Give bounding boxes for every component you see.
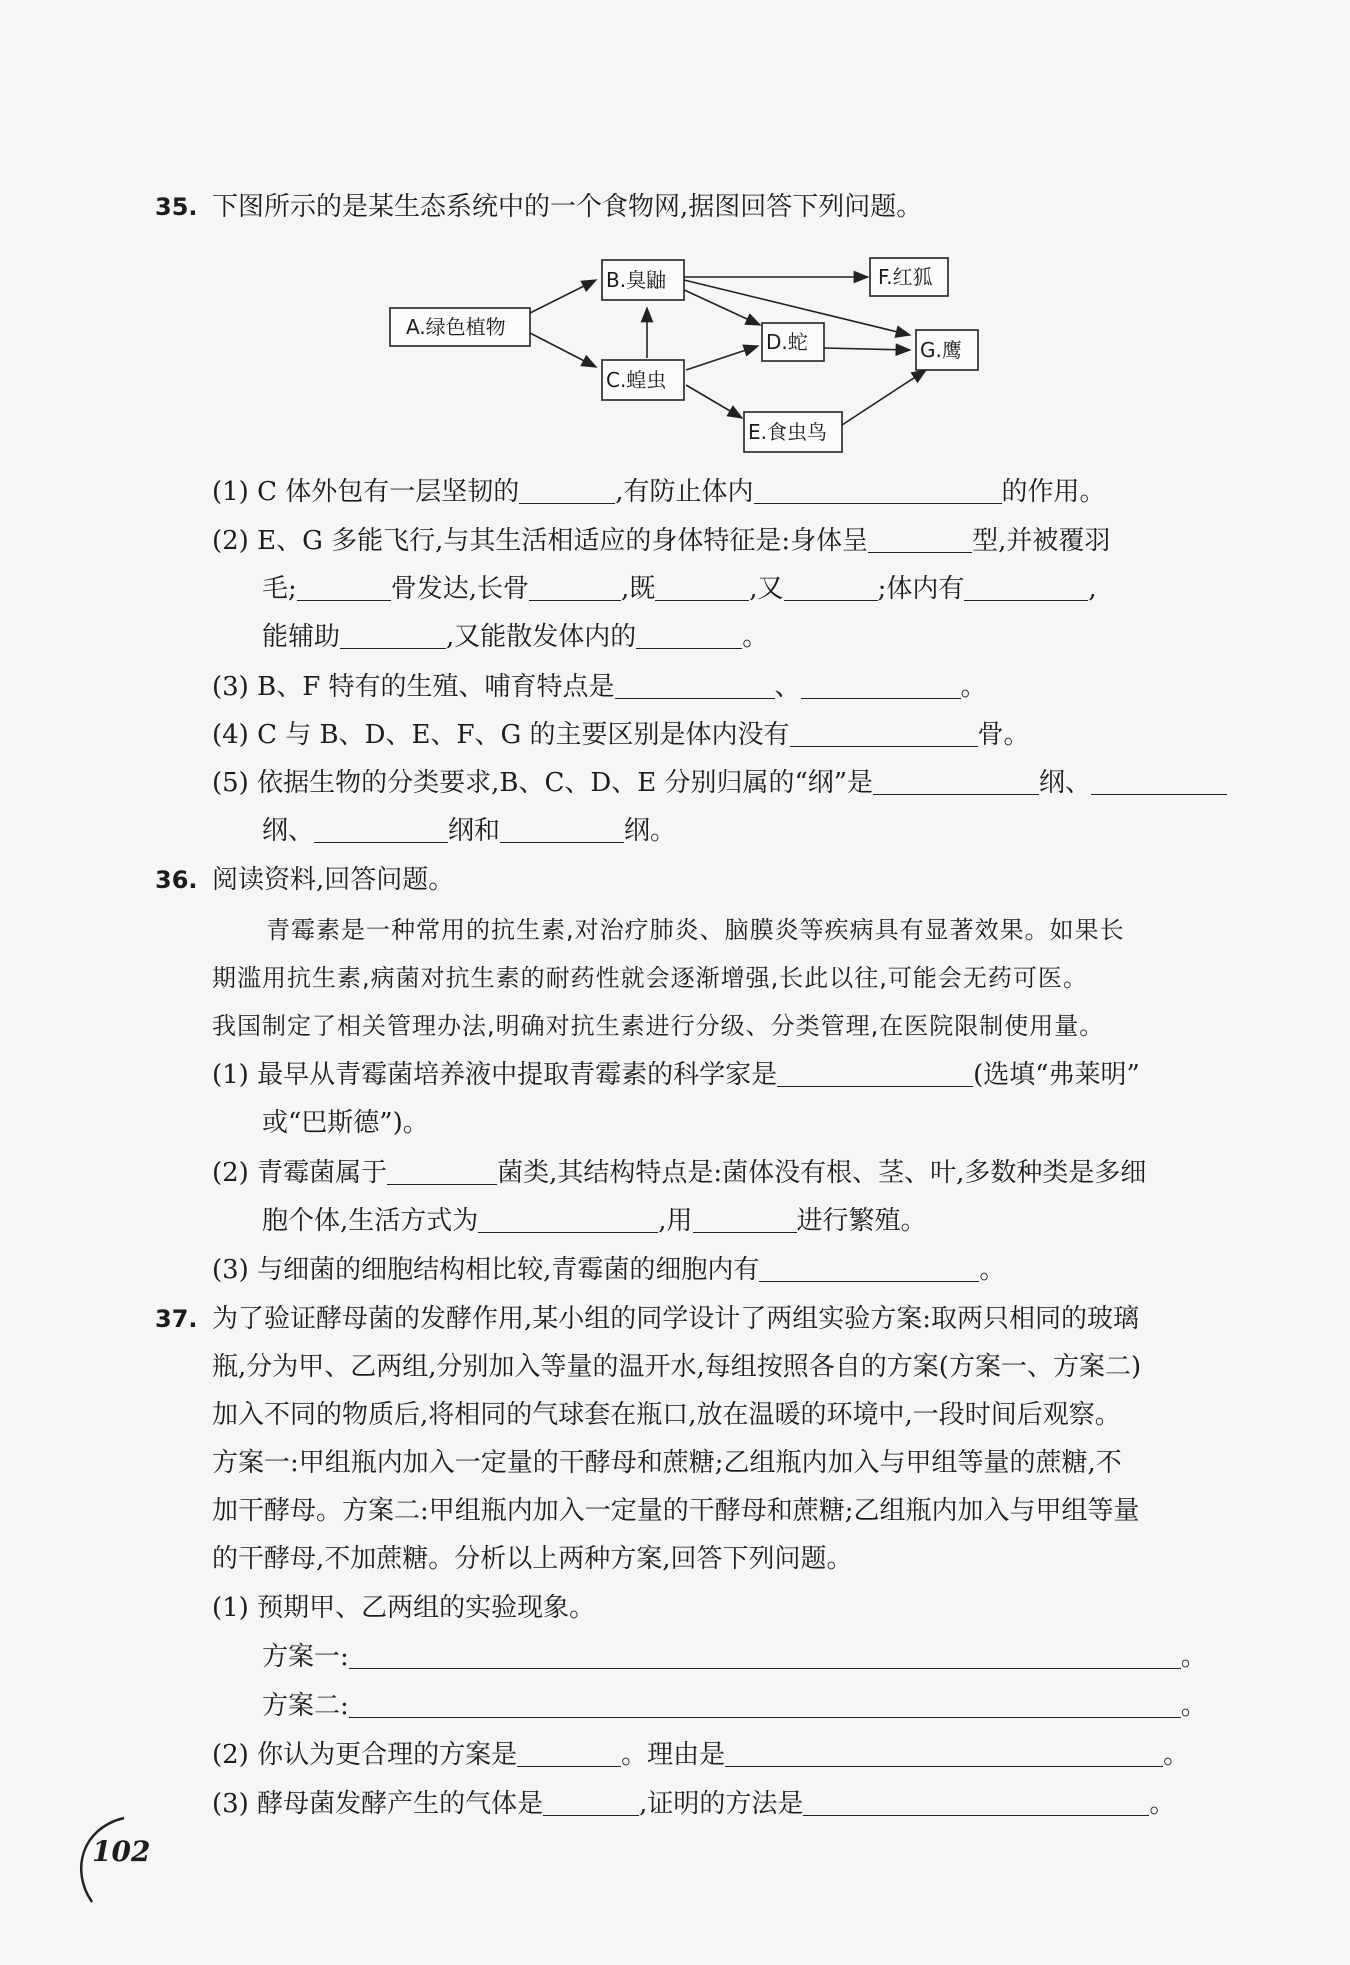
answer-blank[interactable] — [759, 1255, 979, 1282]
node-a-label: A.绿色植物 — [406, 315, 506, 339]
arrow-e-to-g — [842, 370, 926, 425]
question-37-stem-line: 方案一:甲组瓶内加入一定量的干酵母和蔗糖;乙组瓶内加入与甲组等量的蔗糖,不 — [212, 1448, 1122, 1478]
answer-blank[interactable] — [873, 768, 1039, 795]
question-37-number: 37. — [155, 1305, 198, 1333]
q35-part2-line1: (2) E、G 多能飞行,与其生活相适应的身体特征是:身体呈 型,并被覆羽 — [212, 526, 1111, 556]
question-36-stem: 阅读资料,回答问题。 — [212, 865, 455, 895]
answer-blank[interactable] — [790, 720, 978, 747]
answer-blank[interactable] — [754, 477, 1002, 504]
arrow-d-to-g — [824, 348, 910, 350]
answer-blank[interactable] — [478, 1206, 658, 1233]
q35-part5-line2: 纲、 纲和 纲。 — [262, 816, 677, 846]
answer-blank[interactable] — [725, 1740, 1163, 1767]
answer-blank[interactable] — [297, 574, 391, 601]
answer-blank[interactable] — [349, 1691, 1181, 1718]
q37-plan1: 方案一: 。 — [262, 1642, 1207, 1672]
node-c-label: C.蝗虫 — [606, 368, 667, 392]
question-37-stem-line: 加入不同的物质后,将相同的气球套在瓶口,放在温暖的环境中,一段时间后观察。 — [212, 1400, 1121, 1430]
q36-part1-line2: 或“巴斯德”)。 — [262, 1108, 429, 1138]
food-web-diagram — [380, 250, 1020, 465]
question-36-number: 36. — [155, 866, 198, 894]
answer-blank[interactable] — [803, 1789, 1149, 1816]
q37-part3: (3) 酵母菌发酵产生的气体是 ,证明的方法是 。 — [212, 1789, 1176, 1819]
q36-part2-line1: (2) 青霉菌属于 菌类,其结构特点是:菌体没有根、茎、叶,多数种类是多细 — [212, 1158, 1147, 1188]
q35-part5-line1: (5) 依据生物的分类要求,B、C、D、E 分别归属的“纲”是 纲、 — [212, 766, 1227, 800]
answer-blank[interactable] — [868, 526, 972, 553]
node-g-label: G.鹰 — [920, 338, 962, 362]
q35-part1: (1) C 体外包有一层坚韧的 ,有防止体内 的作用。 — [212, 477, 1106, 507]
q37-part1: (1) 预期甲、乙两组的实验现象。 — [212, 1593, 596, 1623]
answer-blank[interactable] — [387, 1158, 497, 1185]
question-37-stem-line: 的干酵母,不加蔗糖。分析以上两种方案,回答下列问题。 — [212, 1544, 853, 1574]
answer-blank[interactable] — [340, 622, 446, 649]
arrow-c-to-d — [686, 346, 758, 370]
arrow-b-to-d — [680, 288, 760, 325]
answer-blank[interactable] — [1091, 768, 1227, 795]
answer-blank[interactable] — [543, 1789, 639, 1816]
q36-part2-line2: 胞个体,生活方式为 ,用 进行繁殖。 — [262, 1206, 927, 1236]
q36-part3: (3) 与细菌的细胞结构相比较,青霉菌的细胞内有 。 — [212, 1255, 1006, 1285]
reading-passage-line: 青霉素是一种常用的抗生素,对治疗肺炎、脑膜炎等疾病具有显著效果。如果长 — [266, 916, 1125, 944]
answer-blank[interactable] — [519, 477, 615, 504]
answer-blank[interactable] — [777, 1060, 973, 1087]
arrow-c-to-e — [686, 385, 742, 418]
answer-blank[interactable] — [784, 574, 878, 601]
question-35-number: 35. — [155, 193, 198, 221]
answer-blank[interactable] — [615, 672, 775, 699]
node-f-label: F.红狐 — [878, 265, 933, 289]
answer-blank[interactable] — [314, 816, 448, 843]
answer-blank[interactable] — [349, 1642, 1181, 1669]
q35-part2-line2: 毛; 骨发达,长骨 ,既 ,又 ;体内有 , — [262, 574, 1097, 604]
question-35-stem: 下图所示的是某生态系统中的一个食物网,据图回答下列问题。 — [212, 192, 923, 222]
answer-blank[interactable] — [636, 622, 742, 649]
arrow-a-to-c — [530, 333, 596, 367]
answer-blank[interactable] — [529, 574, 621, 601]
answer-blank[interactable] — [801, 672, 961, 699]
answer-blank[interactable] — [693, 1206, 797, 1233]
q35-part2-line3: 能辅助 ,又能散发体内的 。 — [262, 622, 769, 652]
question-37-stem-line: 瓶,分为甲、乙两组,分别加入等量的温开水,每组按照各自的方案(方案一、方案二) — [212, 1352, 1142, 1382]
node-d-label: D.蛇 — [766, 330, 808, 354]
answer-blank[interactable] — [964, 574, 1088, 601]
answer-blank[interactable] — [655, 574, 749, 601]
reading-passage-line: 我国制定了相关管理办法,明确对抗生素进行分级、分类管理,在医院限制使用量。 — [212, 1012, 1105, 1040]
question-37-stem-line: 为了验证酵母菌的发酵作用,某小组的同学设计了两组实验方案:取两只相同的玻璃 — [212, 1304, 1140, 1334]
node-e-label: E.食虫鸟 — [748, 420, 827, 444]
q37-part2: (2) 你认为更合理的方案是 。理由是 。 — [212, 1740, 1190, 1770]
answer-blank[interactable] — [500, 816, 624, 843]
q36-part1-line1: (1) 最早从青霉菌培养液中提取青霉素的科学家是 (选填“弗莱明” — [212, 1060, 1140, 1090]
q35-part3: (3) B、F 特有的生殖、哺育特点是 、 。 — [212, 672, 987, 702]
node-b-label: B.臭鼬 — [606, 268, 667, 292]
q35-part4: (4) C 与 B、D、E、F、G 的主要区别是体内没有 骨。 — [212, 720, 1030, 750]
answer-blank[interactable] — [517, 1740, 621, 1767]
q37-plan2: 方案二: 。 — [262, 1691, 1207, 1721]
question-37-stem-line: 加干酵母。方案二:甲组瓶内加入一定量的干酵母和蔗糖;乙组瓶内加入与甲组等量 — [212, 1496, 1140, 1526]
page-number: 102 — [92, 1835, 151, 1868]
arrow-a-to-b — [530, 280, 596, 313]
reading-passage-line: 期滥用抗生素,病菌对抗生素的耐药性就会逐渐增强,长此以往,可能会无药可医。 — [212, 964, 1088, 992]
